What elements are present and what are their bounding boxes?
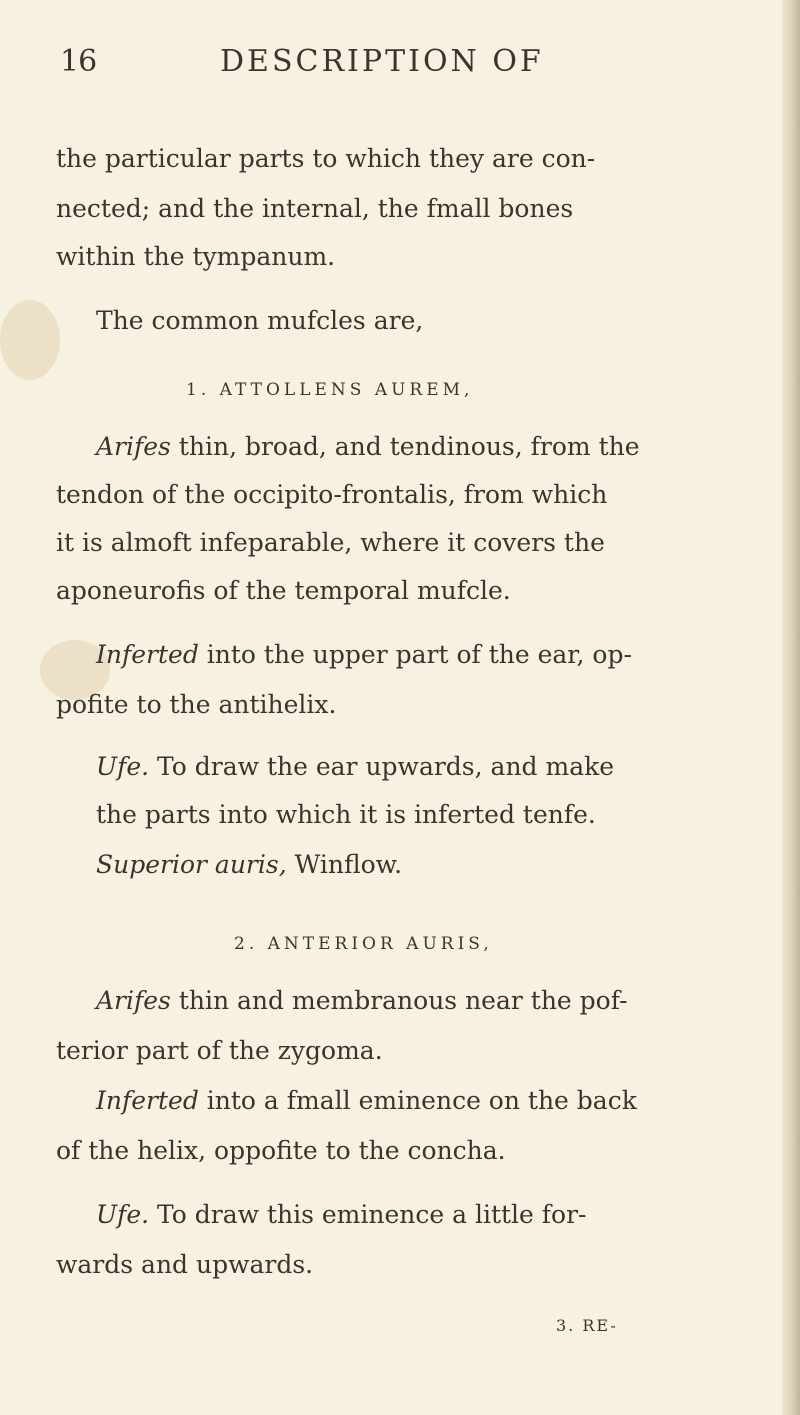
page-header: [60, 44, 700, 84]
intro-line: The common mufcles are,: [96, 306, 424, 335]
text-line: aponeurofis of the temporal mufcle.: [56, 576, 511, 605]
text-line: Ufe. To draw the ear upwards, and make: [96, 752, 615, 781]
muscle-heading: 1. ATTOLLENS AUREM,: [186, 380, 474, 400]
text-line: Inferted into a fmall eminence on the back: [96, 1086, 637, 1115]
muscle-heading: 2. ANTERIOR AURIS,: [234, 934, 493, 954]
inserted-label: Inferted: [96, 1086, 199, 1115]
text-line: Ufe. To draw this eminence a little for-: [96, 1200, 587, 1229]
text-line: pofite to the antihelix.: [56, 690, 337, 719]
text-line: Arifes thin, broad, and tendinous, from the: [96, 432, 640, 461]
arises-label: Arifes: [96, 986, 171, 1015]
text-line: Inferted into the upper part of the ear, op-: [96, 640, 632, 669]
use-label: Ufe.: [96, 752, 150, 781]
use-label: Ufe.: [96, 1200, 150, 1229]
arises-label: Arifes: [96, 432, 171, 461]
text-line: the parts into which it is inferted tenfe.: [96, 800, 596, 829]
running-head: DESCRIPTION OF: [220, 44, 544, 79]
page-edge: [782, 0, 800, 1415]
text-line: it is almoft infeparable, where it covers the: [56, 528, 605, 557]
inserted-label: Inferted: [96, 640, 199, 669]
synonym-line: Superior auris, Winflow.: [96, 850, 403, 879]
text-line: terior part of the zygoma.: [56, 1036, 383, 1065]
foxing-stain: [0, 300, 60, 380]
intro-line: the particular parts to which they are con-: [56, 144, 596, 173]
page-number: 16: [60, 44, 97, 79]
text-line: of the helix, oppofite to the concha.: [56, 1136, 506, 1165]
text-line: wards and upwards.: [56, 1250, 314, 1279]
intro-line: within the tympanum.: [56, 242, 336, 271]
text-line: Arifes thin and membranous near the pof-: [96, 986, 628, 1015]
catchword: 3. RE-: [556, 1316, 618, 1335]
intro-line: nected; and the internal, the fmall bones: [56, 194, 574, 223]
text-line: tendon of the occipito-frontalis, from which: [56, 480, 608, 509]
synonym-label: Superior auris,: [96, 850, 287, 879]
